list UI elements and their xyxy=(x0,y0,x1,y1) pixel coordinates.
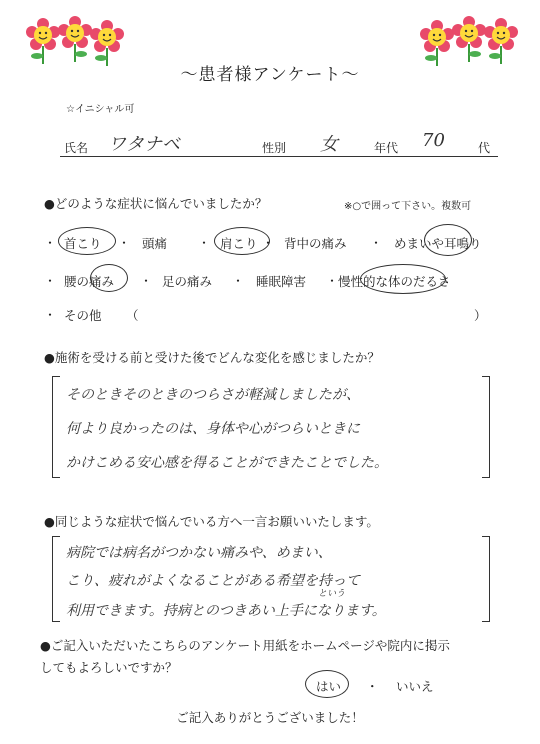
selection-circle xyxy=(424,224,472,256)
option-leg-pain[interactable]: 足の痛み xyxy=(162,274,213,289)
circle-instruction: ※○で囲って下さい。複数可 xyxy=(344,201,472,212)
message-answer-line[interactable]: こり、疲れがよくなることがある希望を持って xyxy=(66,573,360,589)
insert-note: という xyxy=(318,589,346,599)
option-sleep-disorder[interactable]: 睡眠障害 xyxy=(256,274,307,289)
answer-box-left xyxy=(52,376,60,478)
age-value[interactable]: 70 xyxy=(422,130,445,151)
option-dizziness-tinnitus[interactable]: めまいや耳鳴り xyxy=(394,236,482,251)
option-shoulder-stiffness[interactable]: 肩こり xyxy=(220,236,258,251)
consent-yes-option[interactable]: はい xyxy=(316,679,342,694)
smiling-flower-icon xyxy=(484,18,518,64)
name-value[interactable]: ワタナベ xyxy=(108,134,180,155)
message-answer-line[interactable]: 利用できます。持病とのつきあい上手になります。 xyxy=(66,603,386,619)
other-bracket-close: ） xyxy=(474,308,487,323)
gender-value[interactable]: 女 xyxy=(320,134,338,155)
smiling-flower-icon xyxy=(58,16,92,62)
answer-box-right xyxy=(482,376,490,478)
changes-answer-line[interactable]: そのときそのときのつらさが軽減しましたが、 xyxy=(66,387,360,403)
selection-circle xyxy=(360,264,446,294)
option-neck-stiffness[interactable]: 首こり xyxy=(64,236,102,251)
gender-label: 性別 xyxy=(262,141,287,155)
age-suffix: 代 xyxy=(478,141,491,155)
name-label: 氏名 xyxy=(64,141,89,155)
option-chronic-fatigue[interactable]: 慢性的な体のだるさ xyxy=(338,274,451,289)
smiling-flower-icon xyxy=(452,16,486,62)
consent-no-option[interactable]: いいえ xyxy=(396,679,434,694)
message-answer-line[interactable]: 病院では病名がつかない痛みや、めまい、 xyxy=(66,545,332,561)
answer-box-left xyxy=(52,536,60,622)
question-publish-consent-cont: してもよろしいですか？ xyxy=(40,660,178,675)
question-changes: ●施術を受ける前と受けた後でどんな変化を感じましたか？ xyxy=(44,350,380,365)
selection-circle xyxy=(90,264,128,292)
selection-circle xyxy=(58,227,116,255)
question-message: ●同じような症状で悩んでいる方へ一言お願いいたします。 xyxy=(44,514,379,529)
info-underline xyxy=(60,156,498,157)
age-label: 年代 xyxy=(374,141,399,155)
option-lower-back-pain[interactable]: 腰の痛み xyxy=(64,274,115,289)
smiling-flower-icon xyxy=(26,18,60,64)
changes-answer-line[interactable]: 何より良かったのは、身体や心がつらいときに xyxy=(66,421,360,437)
changes-answer-line[interactable]: かけこめる安心感を得ることができたことでした。 xyxy=(66,455,388,471)
page-title: 〜患者様アンケート〜 xyxy=(180,65,360,85)
option-other-label: その他 xyxy=(64,308,102,323)
initial-note: ☆イニシャル可 xyxy=(66,104,135,115)
consent-separator: ・ xyxy=(366,679,379,694)
option-headache[interactable]: 頭痛 xyxy=(142,236,168,251)
thank-you-message: ご記入ありがとうございました！ xyxy=(176,710,364,725)
question-symptoms: ●どのような症状に悩んでいましたか？ xyxy=(44,196,268,211)
question-publish-consent: ●ご記入いただいたこちらのアンケート用紙をホームページや院内に掲示 xyxy=(40,638,450,653)
other-bracket-open: （ xyxy=(126,308,139,323)
selection-circle xyxy=(305,670,349,698)
option-back-pain[interactable]: 背中の痛み xyxy=(284,236,347,251)
answer-box-right xyxy=(482,536,490,622)
